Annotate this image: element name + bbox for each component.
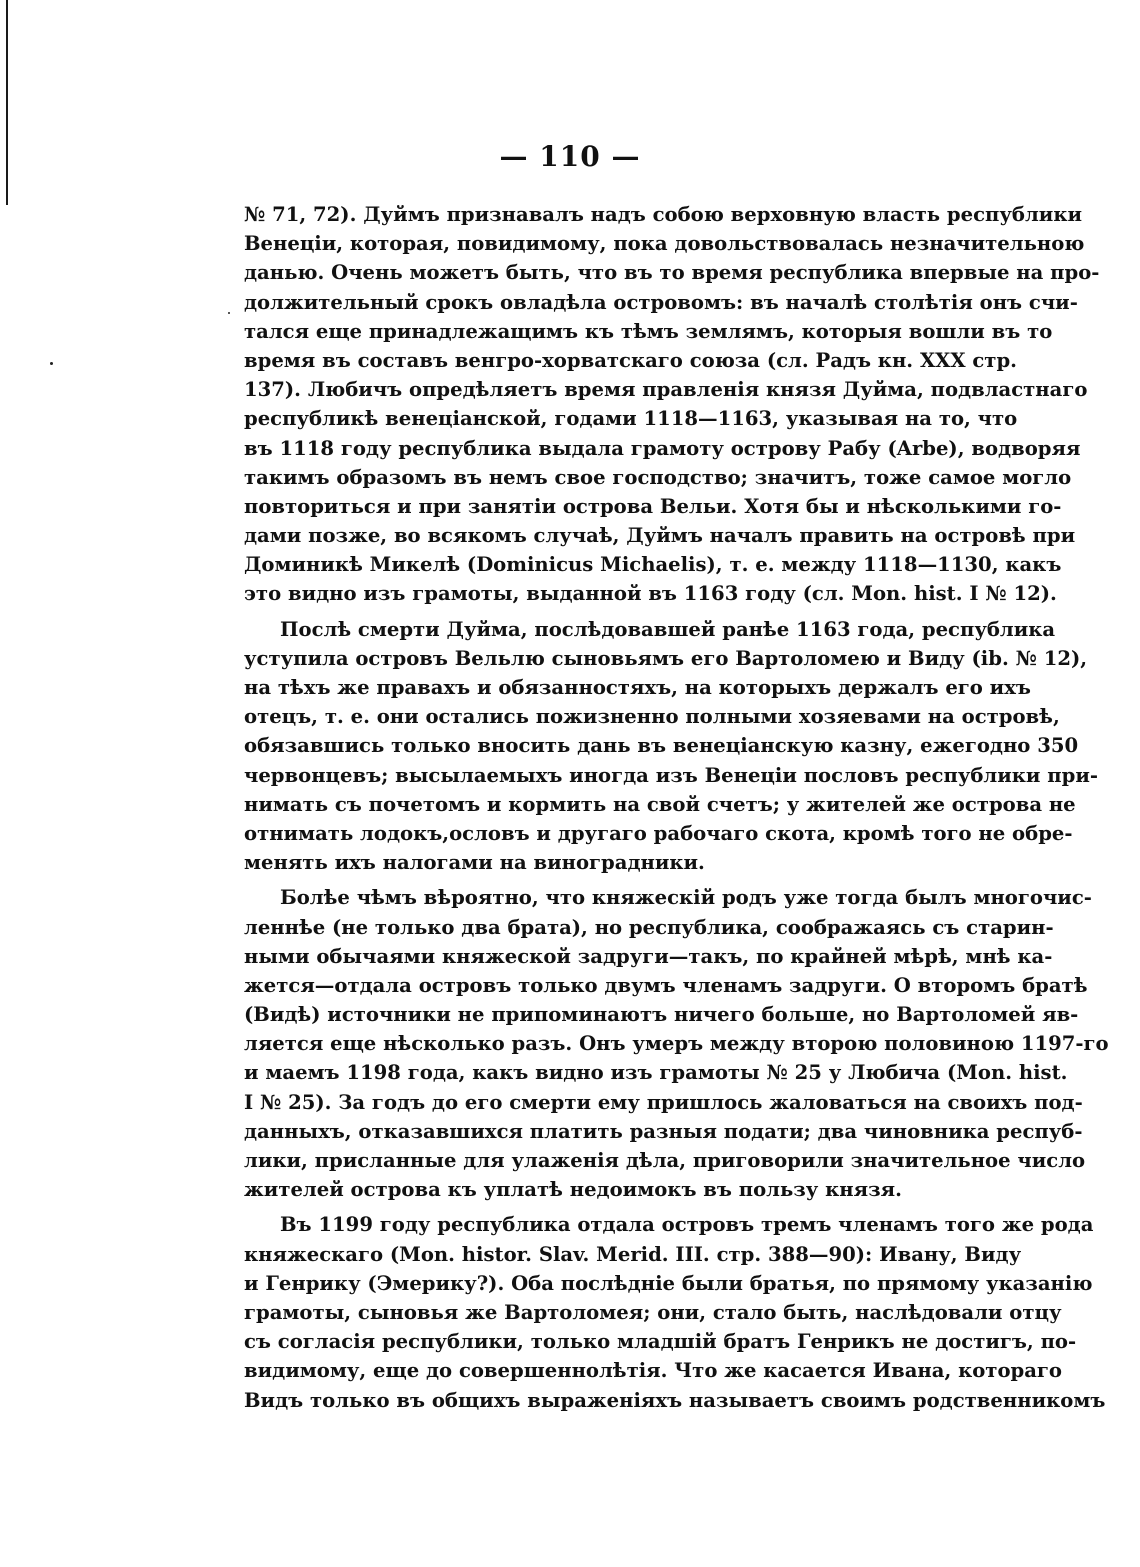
text-line: республикѣ венеціанской, годами 1118—1163, указывая на то, что xyxy=(244,407,1018,431)
text-line: (Видѣ) источники не припоминаютъ ничего больше, но Вартоломей яв- xyxy=(244,1003,1079,1027)
text-line: на тѣхъ же правахъ и обязанностяхъ, на которыхъ держалъ его ихъ xyxy=(244,676,1031,699)
text-line: время въ составъ венгро-хорватскаго союза (сл. Радъ кн. XXX стр. xyxy=(244,348,1017,372)
text-line: видимому, еще до совершеннолѣтія. Что же касается Ивана, котораго xyxy=(244,1359,1062,1383)
text-line: ными обычаями княжеской задруги—такъ, по крайней мѣрѣ, мнѣ ка- xyxy=(244,944,1053,968)
text-line: ляется еще нѣсколько разъ. Онъ умеръ между второю половиною 1197-го xyxy=(244,1032,1109,1056)
text-line: и Генрику (Эмерику?). Оба послѣдніе были братья, по прямому указанію xyxy=(244,1271,1093,1295)
paragraph xyxy=(244,1210,1106,1414)
text-line: Болѣе чѣмъ вѣроятно, что княжескій родъ уже тогда былъ многочис- xyxy=(280,886,1092,910)
text-line: и маемъ 1198 года, какъ видно изъ грамоты № 25 у Любича (Mon. hist. xyxy=(244,1061,1068,1085)
scan-edge-line xyxy=(6,0,8,205)
text-line: грамоты, сыновья же Вартоломея; они, стало быть, наслѣдовали отцу xyxy=(244,1300,1062,1324)
text-line: обязавшись только вносить дань въ венеціанскую казну, ежегодно 350 xyxy=(244,734,1079,758)
text-line: должительный срокъ овладѣла островомъ: въ началѣ столѣтія онъ счи- xyxy=(244,290,1078,314)
text-line: съ согласія республики, только младшій братъ Генрикъ не достигъ, по- xyxy=(244,1330,1077,1354)
scan-speck xyxy=(50,362,53,365)
paragraph xyxy=(244,883,1109,1204)
text-line: отецъ, т. е. они остались пожизненно полными хозяевами на островѣ, xyxy=(244,705,1060,729)
text-line: менять ихъ налогами на виноградники. xyxy=(244,851,705,875)
paragraph xyxy=(244,615,1098,878)
text-line: данью. Очень можетъ быть, что въ то время республика впервые на про- xyxy=(244,261,1100,285)
text-line: I № 25). За годъ до его смерти ему пришлось жаловаться на своихъ под- xyxy=(244,1090,1083,1114)
scan-speck xyxy=(228,312,230,314)
text-line: 137). Любичъ опредѣляетъ время правленія князя Дуйма, подвластнаго xyxy=(244,378,1088,402)
text-line: Видъ только въ общихъ выраженіяхъ называетъ своимъ родственникомъ xyxy=(244,1388,1106,1412)
text-line: Послѣ смерти Дуйма, послѣдовавшей ранѣе 1163 года, республика xyxy=(280,617,1056,641)
paragraph xyxy=(244,200,1100,609)
text-line: тался еще принадлежащимъ къ тѣмъ землямъ, которыя вошли въ то xyxy=(244,319,1053,343)
text-line: это видно изъ грамоты, выданной въ 1163 году (сл. Mon. hist. I № 12). xyxy=(244,582,1057,606)
text-line: нимать съ почетомъ и кормить на свой счетъ; у жителей же острова не xyxy=(244,792,1076,816)
text-line: повториться и при занятіи острова Вельи. Хотя бы и нѣсколькими го- xyxy=(244,494,1062,518)
body-text xyxy=(244,200,1109,1415)
text-line: червонцевъ; высылаемыхъ иногда изъ Венеціи пословъ республики при- xyxy=(244,763,1098,787)
page-number: — 110 — xyxy=(499,140,641,173)
text-line: № 71, 72). Дуймъ признавалъ надъ собою верховную власть республики xyxy=(244,203,1083,226)
text-line: Венеціи, которая, повидимому, пока довольствовалась незначительною xyxy=(244,232,1085,256)
text-line: жителей острова къ уплатѣ недоимокъ въ пользу князя. xyxy=(244,1178,902,1202)
text-line: княжескаго (Mon. histor. Slav. Merid. III. стр. 388—90): Ивану, Виду xyxy=(244,1242,1022,1266)
text-line: леннѣе (не только два брата), но республика, соображаясь съ старин- xyxy=(244,915,1054,939)
text-line: уступила островъ Вельлю сыновьямъ его Вартоломею и Виду (ib. № 12), xyxy=(244,646,1088,670)
text-line: данныхъ, отказавшихся платить разныя подати; два чиновника респуб- xyxy=(244,1119,1083,1143)
text-line: въ 1118 году республика выдала грамоту острову Рабу (Arbe), водворяя xyxy=(244,436,1081,460)
text-line: жется—отдала островъ только двумъ членамъ задруги. О второмъ братѣ xyxy=(244,973,1088,997)
text-line: такимъ образомъ въ немъ свое господство; значитъ, тоже самое могло xyxy=(244,465,1072,489)
text-line: Въ 1199 году республика отдала островъ тремъ членамъ того же рода xyxy=(280,1213,1094,1237)
text-line: отнимать лодокъ,ословъ и другаго рабочаго скота, кромѣ того не обре- xyxy=(244,821,1073,845)
text-line: Доминикѣ Микелѣ (Dominicus Michaelis), т. е. между 1118—1130, какъ xyxy=(244,553,1062,577)
text-line: лики, присланные для улаженія дѣла, приговорили значительное число xyxy=(244,1149,1086,1172)
text-line: дами позже, во всякомъ случаѣ, Дуймъ началъ править на островѣ при xyxy=(244,524,1076,548)
